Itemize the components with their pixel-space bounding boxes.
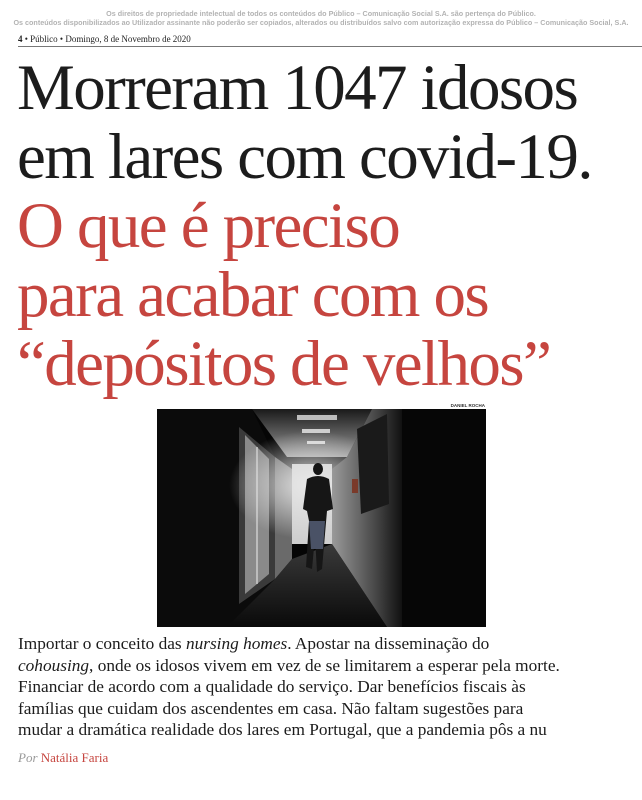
lead-emphasis: cohousing bbox=[18, 655, 90, 675]
lead-text: Importar o conceito das bbox=[18, 634, 186, 653]
header-rule bbox=[18, 46, 642, 47]
copyright-notice bbox=[0, 9, 642, 27]
publication-date: Domingo, 8 de Novembro de 2020 bbox=[65, 34, 191, 44]
copyright-line-1: Os direitos de propriedade intelectual de todos os conteúdos do Público – Comunicação Social S.A. são pertença do Público. bbox=[106, 9, 536, 18]
photo-credit: DANIEL ROCHA bbox=[450, 403, 485, 408]
article-lead bbox=[18, 633, 638, 741]
article-headline bbox=[17, 54, 637, 399]
lead-line-3: Financiar de acordo com a qualidade do serviço. Dar benefícios fiscais às bbox=[18, 677, 526, 696]
publication-name: Público bbox=[30, 34, 58, 44]
headline-line-3: O que é preciso bbox=[17, 190, 400, 262]
lead-line-4: famílias que cuidam dos ascendentes em casa. Não faltam sugestões para bbox=[18, 698, 524, 718]
headline-line-1: Morreram 1047 idosos bbox=[17, 52, 578, 124]
byline bbox=[18, 750, 108, 766]
folio-separator: • bbox=[59, 34, 66, 44]
lead-text: . Apostar na disseminação do bbox=[287, 634, 490, 653]
lead-emphasis: nursing homes bbox=[185, 634, 288, 653]
article-photo bbox=[157, 409, 486, 627]
lead-line-2 bbox=[18, 655, 638, 677]
headline-line-4: para acabar com os bbox=[17, 259, 489, 331]
byline-prefix: Por bbox=[18, 750, 38, 765]
copyright-line-2: Os conteúdos disponibilizados ao Utilizador assinante não poderão ser copiados, alterados ou distribuídos salvo com autorização expressa do Público – Comunicação Social, S.A. bbox=[13, 18, 629, 27]
byline-author[interactable]: Natália Faria bbox=[40, 750, 109, 765]
lead-line-1 bbox=[18, 633, 638, 655]
lead-text: , onde os idosos vivem em vez de se limitarem a esperar pela morte. bbox=[89, 655, 560, 675]
headline-line-2: em lares com covid-19. bbox=[17, 121, 592, 193]
headline-line-5: “depósitos de velhos” bbox=[17, 328, 551, 400]
lead-line-5: mudar a dramática realidade dos lares em Portugal, que a pandemia pôs a nu bbox=[18, 720, 547, 739]
corridor-photo-illustration bbox=[157, 409, 486, 627]
folio-separator: • bbox=[24, 34, 31, 44]
page-folio bbox=[18, 34, 191, 44]
page-number: 4 bbox=[18, 34, 23, 44]
